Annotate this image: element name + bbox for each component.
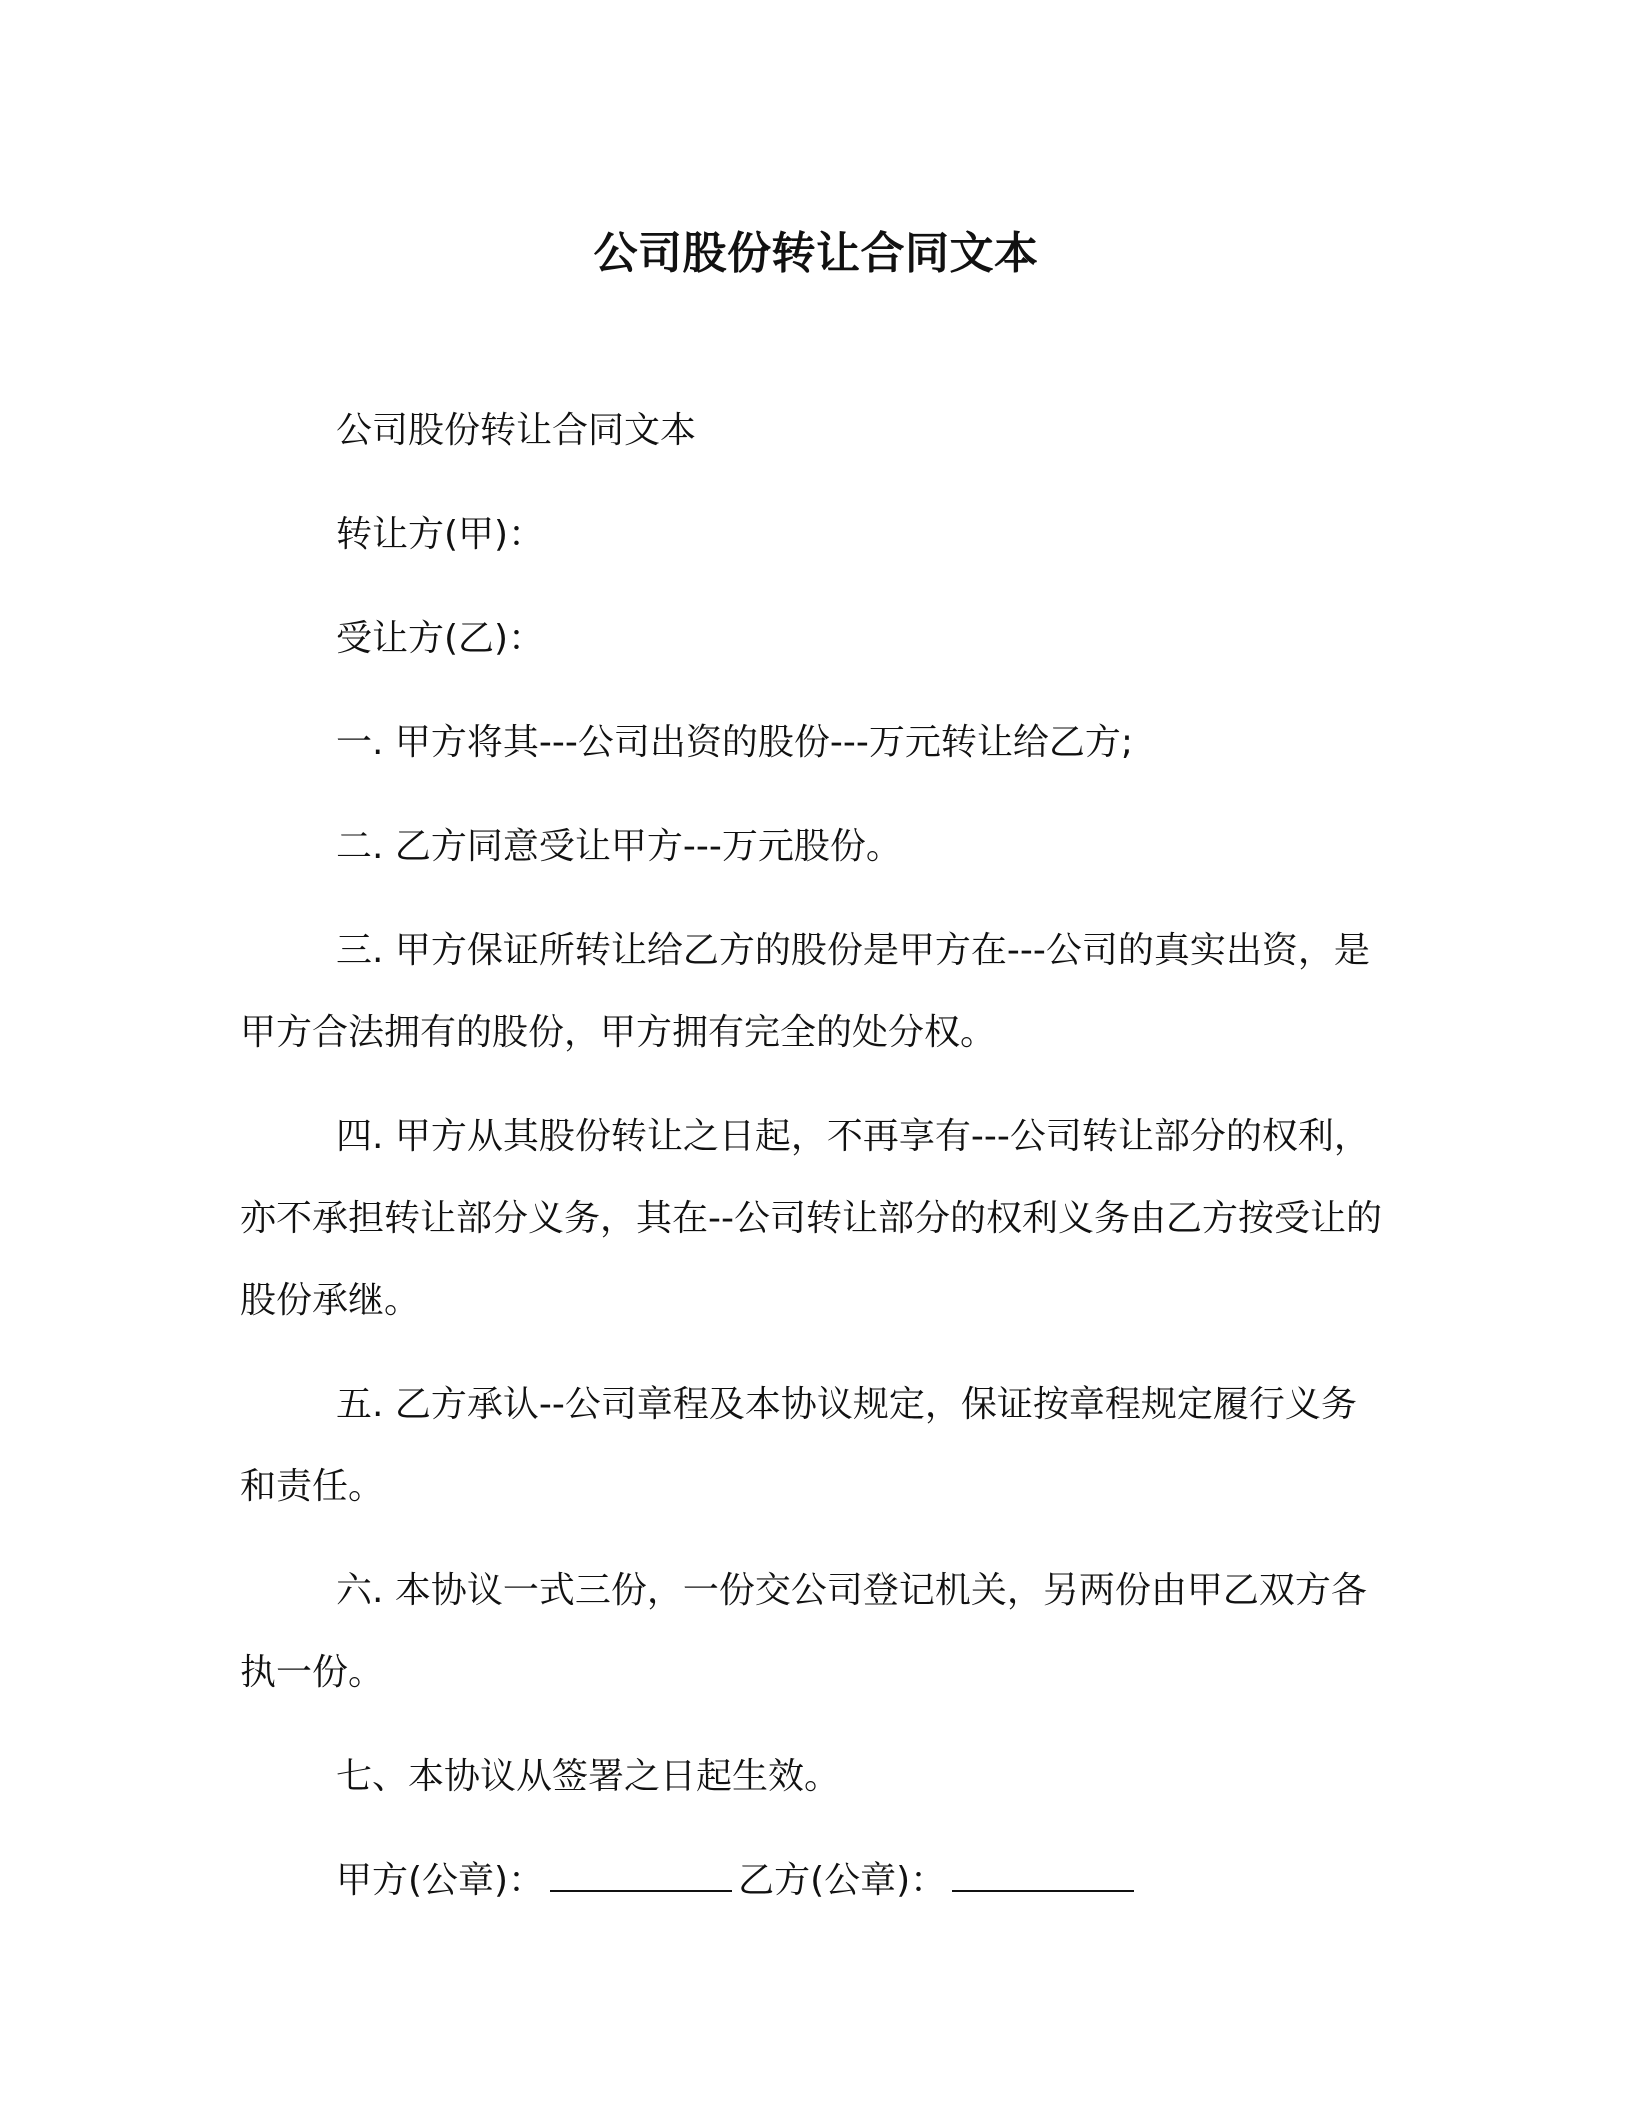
party-a-seal-label: 甲方(公章)：: [336, 1860, 545, 1901]
document-title: 公司股份转让合同文本: [593, 228, 1039, 279]
party-b-signature-blank: [952, 1860, 1134, 1892]
party-b-seal-label: 乙方(公章)：: [738, 1860, 947, 1901]
paragraph-clause-4: 四. 甲方从其股份转让之日起，不再享有---公司转让部分的权利，亦不承担转让部分义务，其在--公司转让部分的权利义务由乙方按受让的股份承继。: [240, 1116, 1382, 1321]
paragraph-clause-5: 五. 乙方承认--公司章程及本协议规定，保证按章程规定履行义务和责任。: [240, 1384, 1357, 1507]
paragraph-transferor: 转让方(甲)：: [336, 514, 545, 555]
document-body: [240, 390, 1390, 1922]
party-a-signature-blank: [550, 1860, 732, 1892]
paragraph-clause-3: 三. 甲方保证所转让给乙方的股份是甲方在---公司的真实出资，是甲方合法拥有的股份，甲方拥有完全的处分权。: [240, 930, 1370, 1053]
paragraph-transferee: 受让方(乙)：: [336, 618, 545, 659]
paragraph-subtitle: 公司股份转让合同文本: [336, 410, 697, 451]
paragraph-clause-6: 六. 本协议一式三份，一份交公司登记机关，另两份由甲乙双方各执一份。: [240, 1570, 1367, 1693]
signature-line: [240, 1840, 1390, 1922]
paragraph-clause-7: 七、本协议从签署之日起生效。: [336, 1756, 841, 1797]
paragraph-clause-2: 二. 乙方同意受让甲方---万元股份。: [336, 826, 902, 867]
paragraph-clause-1: 一. 甲方将其---公司出资的股份---万元转让给乙方;: [336, 722, 1133, 763]
